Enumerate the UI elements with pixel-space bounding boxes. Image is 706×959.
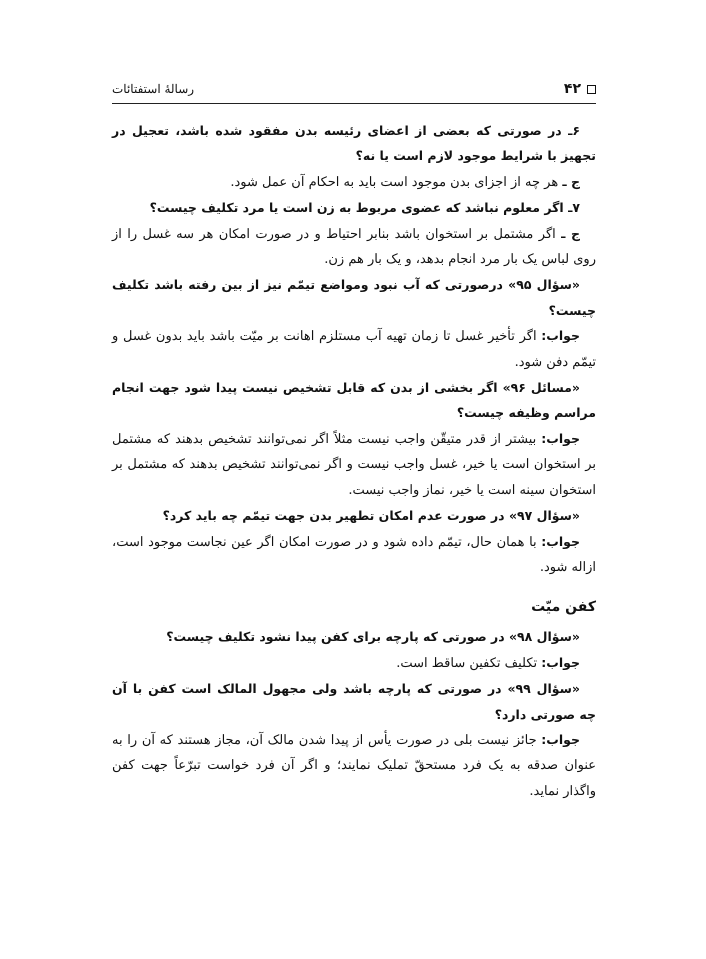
answer-label: جواب: [541, 654, 580, 670]
answer-label: ج ـ [561, 225, 580, 241]
section-title-shroud: کفن میّت [531, 599, 596, 616]
page-header [112, 78, 596, 100]
answer-7 [112, 221, 596, 273]
running-title: رسالۀ استفتائات [112, 82, 195, 96]
question-97 [112, 503, 596, 528]
question-99 [112, 676, 596, 727]
question-7: ۷ـ اگر معلوم نباشد که عضوی مربوط به زن است یا مرد تکلیف چیست؟ [149, 200, 580, 216]
answer-text: هر چه از اجزای بدن موجود است باید به احکام آن عمل شود. [230, 174, 559, 190]
answer-label: جواب: [541, 533, 580, 549]
answer-label: جواب: [541, 731, 580, 747]
answer-96 [112, 426, 596, 503]
answer-95 [112, 323, 596, 375]
answer-97 [112, 529, 596, 581]
question-label: «سؤال ۹۸» [508, 629, 580, 645]
question-label: «سؤال ۹۹» [507, 681, 581, 697]
answer-text: تکلیف تکفین ساقط است. [396, 655, 538, 671]
question-6: ۶ـ در صورتی که بعضی از اعضای رئیسه بدن مفقود شده باشد، تعجیل در تجهیز با شرایط موجود لازم است یا نه؟ [112, 123, 596, 164]
question-label: «سؤال ۹۵» [508, 277, 581, 293]
page-number-group [564, 81, 596, 97]
answer-label: جواب: [541, 328, 580, 344]
answer-text: اگر مشتمل بر استخوان باشد بنابر احتیاط و در صورت امکان هر سه غسل را از روی لباس یک بار مرد انجام بدهد، و یک بار هم زن. [112, 226, 596, 268]
question-text: در صورتی که پارچه باشد ولی مجهول المالک است کفن با آن چه صورتی دارد؟ [112, 681, 596, 722]
answer-98 [112, 650, 596, 676]
answer-label: جواب: [541, 430, 580, 446]
question-label: «مسائل ۹۶» [502, 380, 581, 396]
header-divider [112, 103, 596, 104]
answer-6 [112, 169, 596, 195]
answer-text: با همان حال، تیمّم داده شود و در صورت امکان اگر عین نجاست موجود است، ازاله شود. [112, 534, 596, 575]
answer-text: بیشتر از قدر متیقّن واجب نیست مثلاً اگر نمی‌توانند تشخیص بدهند که مشتمل بر استخوان است یا خیر، غسل واجب نیست و اگر نمی‌توانند تشخیص بدهند که مشتمل بر استخوان سینه است یا خیر، نماز واجب نیست. [112, 431, 596, 498]
answer-text: اگر تأخیر غسل تا زمان تهیه آب مستلزم اهانت بر میّت باشد باید بدون غسل و تیمّم دفن شود. [112, 329, 596, 370]
answer-text: جائز نیست بلی در صورت یأس از پیدا شدن مالک آن، مجاز هستند که آن را به عنوان صدقه به یک فرد مستحقّ تملیک نمایند؛ و اگر آن فرد خواست تبرّعاً جهت کفن واگذار نماید. [112, 732, 596, 799]
question-text: درصورتی که آب نبود ومواضع تیمّم نیز از بین رفته باشد تکلیف چیست؟ [112, 277, 596, 318]
question-95 [112, 272, 596, 323]
question-text: اگر بخشی از بدن که قابل تشخیص نیست پیدا شود جهت انجام مراسم وظیفه چیست؟ [112, 380, 596, 421]
answer-99 [112, 727, 596, 804]
answer-label: ج ـ [562, 173, 580, 189]
question-98 [112, 624, 596, 649]
question-text: در صورتی که پارچه برای کفن پیدا نشود تکلیف چیست؟ [166, 629, 505, 645]
question-label: «سؤال ۹۷» [508, 508, 580, 524]
question-96 [112, 375, 596, 426]
page-body [112, 118, 596, 804]
page-number: ۴۲ [563, 81, 581, 97]
question-text: در صورت عدم امکان تطهیر بدن جهت تیمّم چه باید کرد؟ [162, 508, 505, 524]
square-bullet-icon [587, 85, 596, 94]
